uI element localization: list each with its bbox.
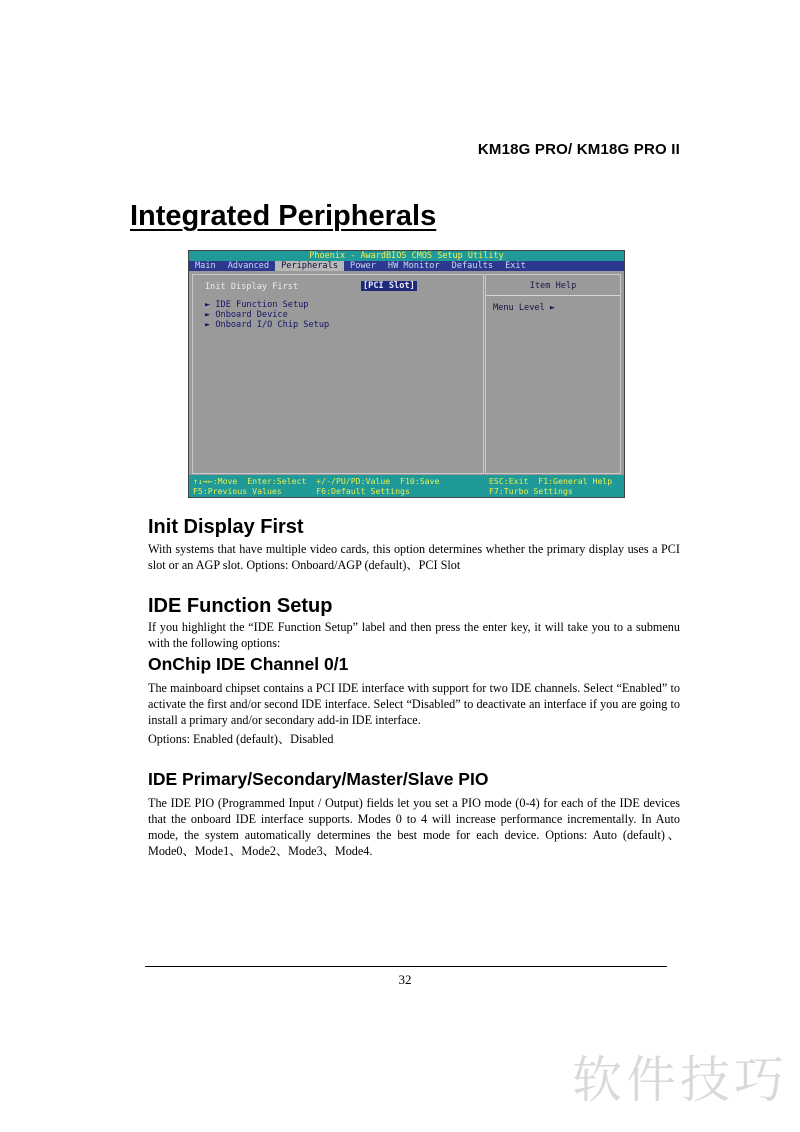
bios-footer-left-line1: ↑↓→←:Move Enter:Select +/-/PU/PD:Value F10:Save bbox=[193, 476, 440, 486]
bios-footer-bar bbox=[189, 475, 624, 497]
heading-ide-pio: IDE Primary/Secondary/Master/Slave PIO bbox=[148, 769, 489, 789]
heading-ide-setup: IDE Function Setup bbox=[148, 595, 333, 617]
bios-menu-peripherals: Peripherals bbox=[275, 261, 344, 271]
bios-menu-defaults: Defaults bbox=[451, 261, 494, 271]
bios-footer-right bbox=[489, 476, 612, 496]
bios-submenu-ide: ► IDE Function Setup bbox=[205, 300, 309, 310]
bios-menu-advanced: Advanced bbox=[227, 261, 270, 271]
bios-submenu-onboard-io: ► Onboard I/O Chip Setup bbox=[205, 320, 330, 330]
bios-help-title: Item Help bbox=[529, 281, 577, 291]
bios-submenu-onboard-device: ► Onboard Device bbox=[205, 310, 288, 320]
bios-init-display-label: Init Display First bbox=[205, 282, 299, 292]
heading-onchip-ide: OnChip IDE Channel 0/1 bbox=[148, 654, 349, 674]
bios-menu-exit: Exit bbox=[505, 261, 526, 271]
heading-init-display: Init Display First bbox=[148, 516, 304, 538]
footer-divider bbox=[145, 966, 667, 967]
bios-help-panel bbox=[485, 274, 621, 474]
bios-footer-right-line2: F7:Turbo Settings bbox=[489, 486, 573, 496]
bios-menu-bar bbox=[189, 261, 624, 271]
watermark-text: 软件技巧 bbox=[572, 1051, 788, 1109]
para-init-display: With systems that have multiple video cards, this option determines whether the primary display uses a PCI slot or an AGP slot. Options: Onboard/AGP (default)、PCI Slot bbox=[148, 542, 680, 572]
para-onchip-ide-options: Options: Enabled (default)、Disabled bbox=[148, 732, 334, 746]
bios-menu-level: Menu Level ► bbox=[493, 303, 556, 313]
page-title: Integrated Peripherals bbox=[130, 200, 437, 232]
bios-title-bar: Phoenix - AwardBIOS CMOS Setup Utility bbox=[189, 251, 624, 261]
para-ide-pio: The IDE PIO (Programmed Input / Output) fields let you set a PIO mode (0-4) for each of the IDE devices that the onboard IDE interface supports. Modes 0 to 4 will increase performance incrementally. In Auto mode, the system automatically determines the best mode for each device. Options: Auto (default)、Mode0、Mode1、Mode2、Mode3、Mode4. bbox=[148, 796, 680, 858]
bios-menu-hw-monitor: HW Monitor bbox=[387, 261, 440, 271]
bios-footer-left bbox=[193, 476, 439, 496]
bios-help-divider bbox=[486, 295, 620, 296]
bios-init-display-value: [PCI Slot] bbox=[363, 281, 415, 291]
bios-menu-power: Power bbox=[350, 261, 376, 271]
bios-footer-right-line1: ESC:Exit F1:General Help bbox=[489, 476, 613, 486]
document-header-model: KM18G PRO/ KM18G PRO II bbox=[477, 141, 680, 158]
bios-screenshot bbox=[188, 250, 625, 498]
para-onchip-ide: The mainboard chipset contains a PCI IDE interface with support for two IDE channels. Select “Enabled” to activate the first and/or second IDE interface. Select “Disabled” to deactivate an interface if you are going to install a primary and/or secondary add-in IDE interface. bbox=[148, 681, 680, 727]
page-number: 32 bbox=[398, 972, 412, 987]
para-ide-setup: If you highlight the “IDE Function Setup” label and then press the enter key, it will take you to a submenu with the following options: bbox=[148, 620, 680, 650]
bios-footer-left-line2: F5:Previous Values F6:Default Settings bbox=[193, 486, 410, 496]
bios-menu-main: Main bbox=[195, 261, 216, 271]
bios-main-panel bbox=[192, 274, 484, 474]
